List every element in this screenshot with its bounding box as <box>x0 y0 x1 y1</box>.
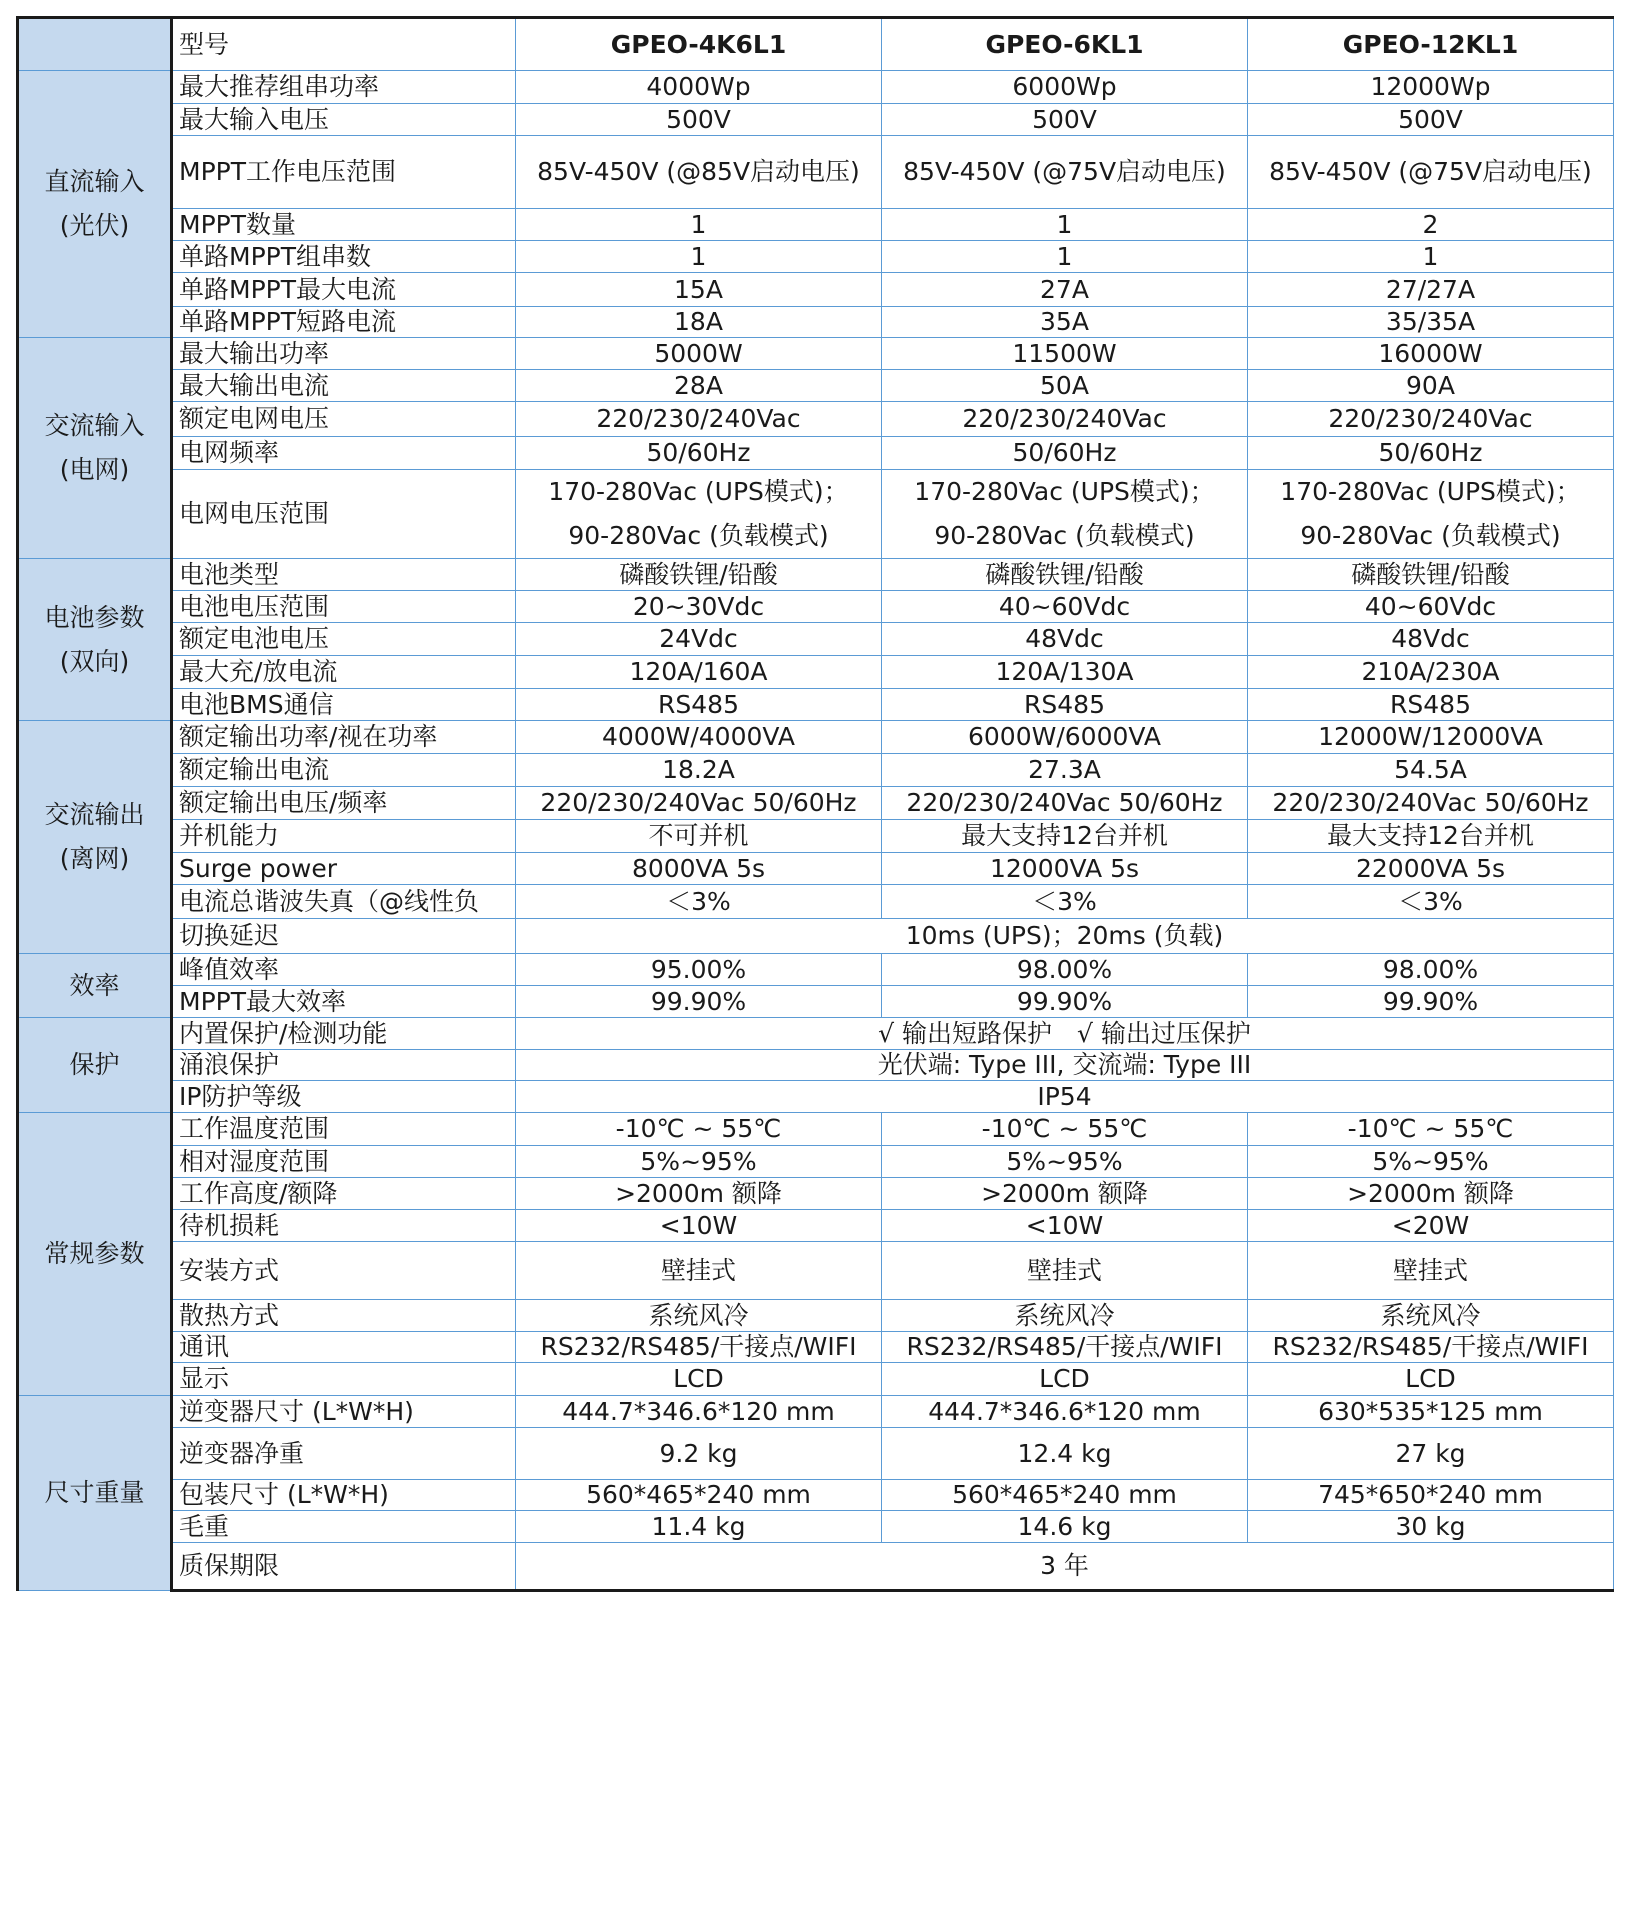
spec-value: 85V-450V (@85V启动电压) <box>516 136 882 209</box>
section-title <box>18 338 172 559</box>
spec-value: 210A/230A <box>1248 656 1614 689</box>
spec-value-merged: 光伏端: Type III, 交流端: Type III <box>516 1050 1614 1081</box>
spec-value: 5000W <box>516 338 882 370</box>
spec-value: 120A/130A <box>882 656 1248 689</box>
spec-value: 220/230/240Vac 50/60Hz <box>516 787 882 820</box>
spec-value: 5%~95% <box>516 1146 882 1178</box>
param-label: MPPT数量 <box>172 209 516 241</box>
section-title-line: 尺寸重量 <box>44 1478 145 1507</box>
param-label: 质保期限 <box>172 1543 516 1591</box>
spec-value: 27/27A <box>1248 273 1614 307</box>
spec-value: RS485 <box>516 689 882 721</box>
spec-value: 壁挂式 <box>882 1242 1248 1300</box>
param-label: 工作温度范围 <box>172 1113 516 1146</box>
spec-table-body <box>18 18 1614 1591</box>
spec-value: 50/60Hz <box>516 437 882 470</box>
spec-value <box>882 470 1248 559</box>
spec-value: LCD <box>882 1363 1248 1396</box>
spec-value: 16000W <box>1248 338 1614 370</box>
spec-row <box>18 623 1614 656</box>
spec-row <box>18 1363 1614 1396</box>
spec-value: 50/60Hz <box>1248 437 1614 470</box>
spec-value: 12000VA 5s <box>882 853 1248 885</box>
param-label: MPPT工作电压范围 <box>172 136 516 209</box>
spec-row <box>18 402 1614 437</box>
section-title <box>18 1113 172 1396</box>
spec-value: RS232/RS485/干接点/WIFI <box>516 1332 882 1363</box>
model-name: GPEO-6KL1 <box>882 18 1248 71</box>
spec-value: 220/230/240Vac 50/60Hz <box>882 787 1248 820</box>
section-title-line: 保护 <box>69 1050 120 1079</box>
spec-value: 220/230/240Vac 50/60Hz <box>1248 787 1614 820</box>
param-label: 电流总谐波失真（@线性负 <box>172 885 516 919</box>
spec-value: 50A <box>882 370 1248 402</box>
param-label: 切换延迟 <box>172 919 516 954</box>
category-header-blank <box>18 18 172 71</box>
spec-value: 2 <box>1248 209 1614 241</box>
section-title-line: 交流输出 <box>44 800 145 829</box>
param-label: Surge power <box>172 853 516 885</box>
spec-value: 最大支持12台并机 <box>1248 820 1614 853</box>
model-name: GPEO-4K6L1 <box>516 18 882 71</box>
spec-value: 95.00% <box>516 954 882 986</box>
param-label: 电池类型 <box>172 559 516 591</box>
spec-value: 85V-450V (@75V启动电压) <box>882 136 1248 209</box>
param-label: 额定电网电压 <box>172 402 516 437</box>
spec-value: 500V <box>516 104 882 136</box>
spec-value: <10W <box>882 1210 1248 1242</box>
spec-row <box>18 721 1614 754</box>
spec-value-line: 90-280Vac (负载模式) <box>934 521 1195 550</box>
model-name: GPEO-12KL1 <box>1248 18 1614 71</box>
param-label: 单路MPPT组串数 <box>172 241 516 273</box>
spec-value: 系统风冷 <box>516 1300 882 1332</box>
spec-value: >2000m 额降 <box>882 1178 1248 1210</box>
spec-row <box>18 1332 1614 1363</box>
spec-value: 500V <box>1248 104 1614 136</box>
spec-row <box>18 656 1614 689</box>
spec-value: 4000Wp <box>516 71 882 104</box>
spec-row <box>18 1113 1614 1146</box>
section-title-line: 效率 <box>69 970 120 1000</box>
param-label: 额定输出功率/视在功率 <box>172 721 516 754</box>
spec-value: 98.00% <box>882 954 1248 986</box>
spec-value: 27A <box>882 273 1248 307</box>
spec-row <box>18 1242 1614 1300</box>
spec-value: 磷酸铁锂/铅酸 <box>882 559 1248 591</box>
spec-value-line: 170-280Vac (UPS模式)； <box>1280 477 1581 506</box>
spec-row <box>18 754 1614 787</box>
spec-value: 40~60Vdc <box>882 591 1248 623</box>
section-title <box>18 559 172 721</box>
spec-value: 85V-450V (@75V启动电压) <box>1248 136 1614 209</box>
spec-row <box>18 307 1614 338</box>
spec-value: 14.6 kg <box>882 1511 1248 1543</box>
section-title <box>18 71 172 338</box>
spec-value: 444.7*346.6*120 mm <box>882 1396 1248 1428</box>
section-title-line: (光伏) <box>59 211 130 240</box>
param-label: 包装尺寸 (L*W*H) <box>172 1480 516 1511</box>
spec-value-merged: √ 输出短路保护 √ 输出过压保护 <box>516 1018 1614 1050</box>
section-title-line: (电网) <box>59 455 130 484</box>
spec-value: 630*535*125 mm <box>1248 1396 1614 1428</box>
spec-value: 30 kg <box>1248 1511 1614 1543</box>
param-label: 显示 <box>172 1363 516 1396</box>
param-label: 额定输出电压/频率 <box>172 787 516 820</box>
spec-value: -10℃ ~ 55℃ <box>882 1113 1248 1146</box>
param-label: 电网频率 <box>172 437 516 470</box>
header-row <box>18 18 1614 71</box>
spec-value: 5%~95% <box>1248 1146 1614 1178</box>
spec-value <box>1248 470 1614 559</box>
spec-row <box>18 104 1614 136</box>
spec-value: -10℃ ~ 55℃ <box>516 1113 882 1146</box>
spec-row <box>18 1428 1614 1480</box>
section-title-line: 常规参数 <box>44 1239 145 1268</box>
section-title-line: (双向) <box>59 646 130 676</box>
spec-value: <10W <box>516 1210 882 1242</box>
spec-value: 40~60Vdc <box>1248 591 1614 623</box>
section-title <box>18 1018 172 1113</box>
spec-row <box>18 338 1614 370</box>
spec-row <box>18 919 1614 954</box>
spec-value: 99.90% <box>1248 986 1614 1018</box>
param-label: 单路MPPT最大电流 <box>172 273 516 307</box>
spec-value-line: 90-280Vac (负载模式) <box>568 521 829 550</box>
spec-value: 壁挂式 <box>1248 1242 1614 1300</box>
spec-value: 120A/160A <box>516 656 882 689</box>
spec-row <box>18 1081 1614 1113</box>
spec-row <box>18 954 1614 986</box>
spec-value: 99.90% <box>882 986 1248 1018</box>
spec-value-merged: 10ms (UPS)；20ms (负载) <box>516 919 1614 954</box>
spec-row <box>18 370 1614 402</box>
spec-value: 12000W/12000VA <box>1248 721 1614 754</box>
spec-row <box>18 787 1614 820</box>
spec-table <box>16 16 1614 1592</box>
spec-value: -10℃ ~ 55℃ <box>1248 1113 1614 1146</box>
section-title-line: (离网) <box>59 844 130 873</box>
param-label: 最大推荐组串功率 <box>172 71 516 104</box>
spec-value: 磷酸铁锂/铅酸 <box>516 559 882 591</box>
spec-value: LCD <box>516 1363 882 1396</box>
spec-value: 9.2 kg <box>516 1428 882 1480</box>
param-label: 毛重 <box>172 1511 516 1543</box>
spec-value: 27.3A <box>882 754 1248 787</box>
spec-row <box>18 1396 1614 1428</box>
spec-value: <20W <box>1248 1210 1614 1242</box>
spec-value-merged: IP54 <box>516 1081 1614 1113</box>
section-title <box>18 954 172 1018</box>
spec-value: 磷酸铁锂/铅酸 <box>1248 559 1614 591</box>
spec-value: 系统风冷 <box>882 1300 1248 1332</box>
param-label: 电池电压范围 <box>172 591 516 623</box>
spec-row <box>18 470 1614 559</box>
param-label: MPPT最大效率 <box>172 986 516 1018</box>
spec-value: 15A <box>516 273 882 307</box>
spec-value: 5%~95% <box>882 1146 1248 1178</box>
spec-value: 8000VA 5s <box>516 853 882 885</box>
spec-value: 11500W <box>882 338 1248 370</box>
param-label: 电网电压范围 <box>172 470 516 559</box>
spec-value: ＜3% <box>882 885 1248 919</box>
param-label: 最大输出电流 <box>172 370 516 402</box>
spec-row <box>18 136 1614 209</box>
spec-value: 1 <box>1248 241 1614 273</box>
spec-value: 12.4 kg <box>882 1428 1248 1480</box>
spec-value: >2000m 额降 <box>516 1178 882 1210</box>
spec-value-line: 170-280Vac (UPS模式)； <box>914 477 1215 506</box>
param-label: 通讯 <box>172 1332 516 1363</box>
spec-value: 220/230/240Vac <box>882 402 1248 437</box>
spec-value: 18.2A <box>516 754 882 787</box>
spec-value: 99.90% <box>516 986 882 1018</box>
spec-value: 444.7*346.6*120 mm <box>516 1396 882 1428</box>
spec-value: ＜3% <box>1248 885 1614 919</box>
spec-value: 48Vdc <box>1248 623 1614 656</box>
param-label: 逆变器净重 <box>172 1428 516 1480</box>
spec-value: 35/35A <box>1248 307 1614 338</box>
spec-value: 1 <box>882 209 1248 241</box>
spec-value: LCD <box>1248 1363 1614 1396</box>
spec-row <box>18 1146 1614 1178</box>
spec-value-merged: 3 年 <box>516 1543 1614 1591</box>
spec-value: 4000W/4000VA <box>516 721 882 754</box>
spec-row <box>18 1178 1614 1210</box>
spec-row <box>18 853 1614 885</box>
param-label: 额定电池电压 <box>172 623 516 656</box>
param-label: IP防护等级 <box>172 1081 516 1113</box>
spec-row <box>18 1050 1614 1081</box>
spec-row <box>18 273 1614 307</box>
spec-value: RS232/RS485/干接点/WIFI <box>882 1332 1248 1363</box>
spec-value: 12000Wp <box>1248 71 1614 104</box>
section-title-line: 电池参数 <box>44 602 145 632</box>
spec-value: 6000W/6000VA <box>882 721 1248 754</box>
spec-row <box>18 241 1614 273</box>
spec-value: 11.4 kg <box>516 1511 882 1543</box>
spec-row <box>18 820 1614 853</box>
param-label: 内置保护/检测功能 <box>172 1018 516 1050</box>
spec-value: >2000m 额降 <box>1248 1178 1614 1210</box>
spec-value: 220/230/240Vac <box>516 402 882 437</box>
spec-value: 27 kg <box>1248 1428 1614 1480</box>
spec-row <box>18 1480 1614 1511</box>
param-label: 安装方式 <box>172 1242 516 1300</box>
spec-value: 50/60Hz <box>882 437 1248 470</box>
spec-value: 35A <box>882 307 1248 338</box>
spec-value: 1 <box>516 209 882 241</box>
spec-row <box>18 1543 1614 1591</box>
spec-row <box>18 209 1614 241</box>
spec-value-line: 170-280Vac (UPS模式)； <box>548 477 849 506</box>
param-label: 待机损耗 <box>172 1210 516 1242</box>
spec-value: 壁挂式 <box>516 1242 882 1300</box>
spec-value: 18A <box>516 307 882 338</box>
spec-value: 560*465*240 mm <box>882 1480 1248 1511</box>
spec-value: 24Vdc <box>516 623 882 656</box>
param-label: 并机能力 <box>172 820 516 853</box>
spec-value: 54.5A <box>1248 754 1614 787</box>
param-label: 涌浪保护 <box>172 1050 516 1081</box>
spec-value: 6000Wp <box>882 71 1248 104</box>
spec-value: 745*650*240 mm <box>1248 1480 1614 1511</box>
spec-row <box>18 559 1614 591</box>
spec-value: 系统风冷 <box>1248 1300 1614 1332</box>
spec-row <box>18 1210 1614 1242</box>
param-label: 峰值效率 <box>172 954 516 986</box>
section-title <box>18 721 172 954</box>
section-title-line: 交流输入 <box>44 411 145 440</box>
spec-value: 不可并机 <box>516 820 882 853</box>
spec-value <box>516 470 882 559</box>
param-label: 额定输出电流 <box>172 754 516 787</box>
param-label: 最大输出功率 <box>172 338 516 370</box>
spec-value: ＜3% <box>516 885 882 919</box>
spec-row <box>18 1018 1614 1050</box>
spec-row <box>18 1511 1614 1543</box>
spec-value: 28A <box>516 370 882 402</box>
spec-row <box>18 71 1614 104</box>
model-param-label: 型号 <box>172 18 516 71</box>
section-title <box>18 1396 172 1591</box>
spec-value: 220/230/240Vac <box>1248 402 1614 437</box>
spec-row <box>18 591 1614 623</box>
param-label: 工作高度/额降 <box>172 1178 516 1210</box>
param-label: 电池BMS通信 <box>172 689 516 721</box>
spec-value-line: 90-280Vac (负载模式) <box>1300 521 1561 550</box>
spec-value: 500V <box>882 104 1248 136</box>
spec-value: RS485 <box>882 689 1248 721</box>
section-title-line: 直流输入 <box>44 167 145 196</box>
spec-row <box>18 885 1614 919</box>
spec-value: 最大支持12台并机 <box>882 820 1248 853</box>
param-label: 单路MPPT短路电流 <box>172 307 516 338</box>
param-label: 散热方式 <box>172 1300 516 1332</box>
param-label: 最大充/放电流 <box>172 656 516 689</box>
spec-row <box>18 437 1614 470</box>
param-label: 相对湿度范围 <box>172 1146 516 1178</box>
param-label: 逆变器尺寸 (L*W*H) <box>172 1396 516 1428</box>
spec-value: 98.00% <box>1248 954 1614 986</box>
spec-value: 1 <box>516 241 882 273</box>
spec-value: RS485 <box>1248 689 1614 721</box>
spec-value: 560*465*240 mm <box>516 1480 882 1511</box>
spec-value: 20~30Vdc <box>516 591 882 623</box>
spec-row <box>18 986 1614 1018</box>
spec-value: 90A <box>1248 370 1614 402</box>
spec-value: RS232/RS485/干接点/WIFI <box>1248 1332 1614 1363</box>
spec-value: 1 <box>882 241 1248 273</box>
spec-row <box>18 1300 1614 1332</box>
spec-value: 22000VA 5s <box>1248 853 1614 885</box>
spec-row <box>18 689 1614 721</box>
spec-value: 48Vdc <box>882 623 1248 656</box>
param-label: 最大输入电压 <box>172 104 516 136</box>
